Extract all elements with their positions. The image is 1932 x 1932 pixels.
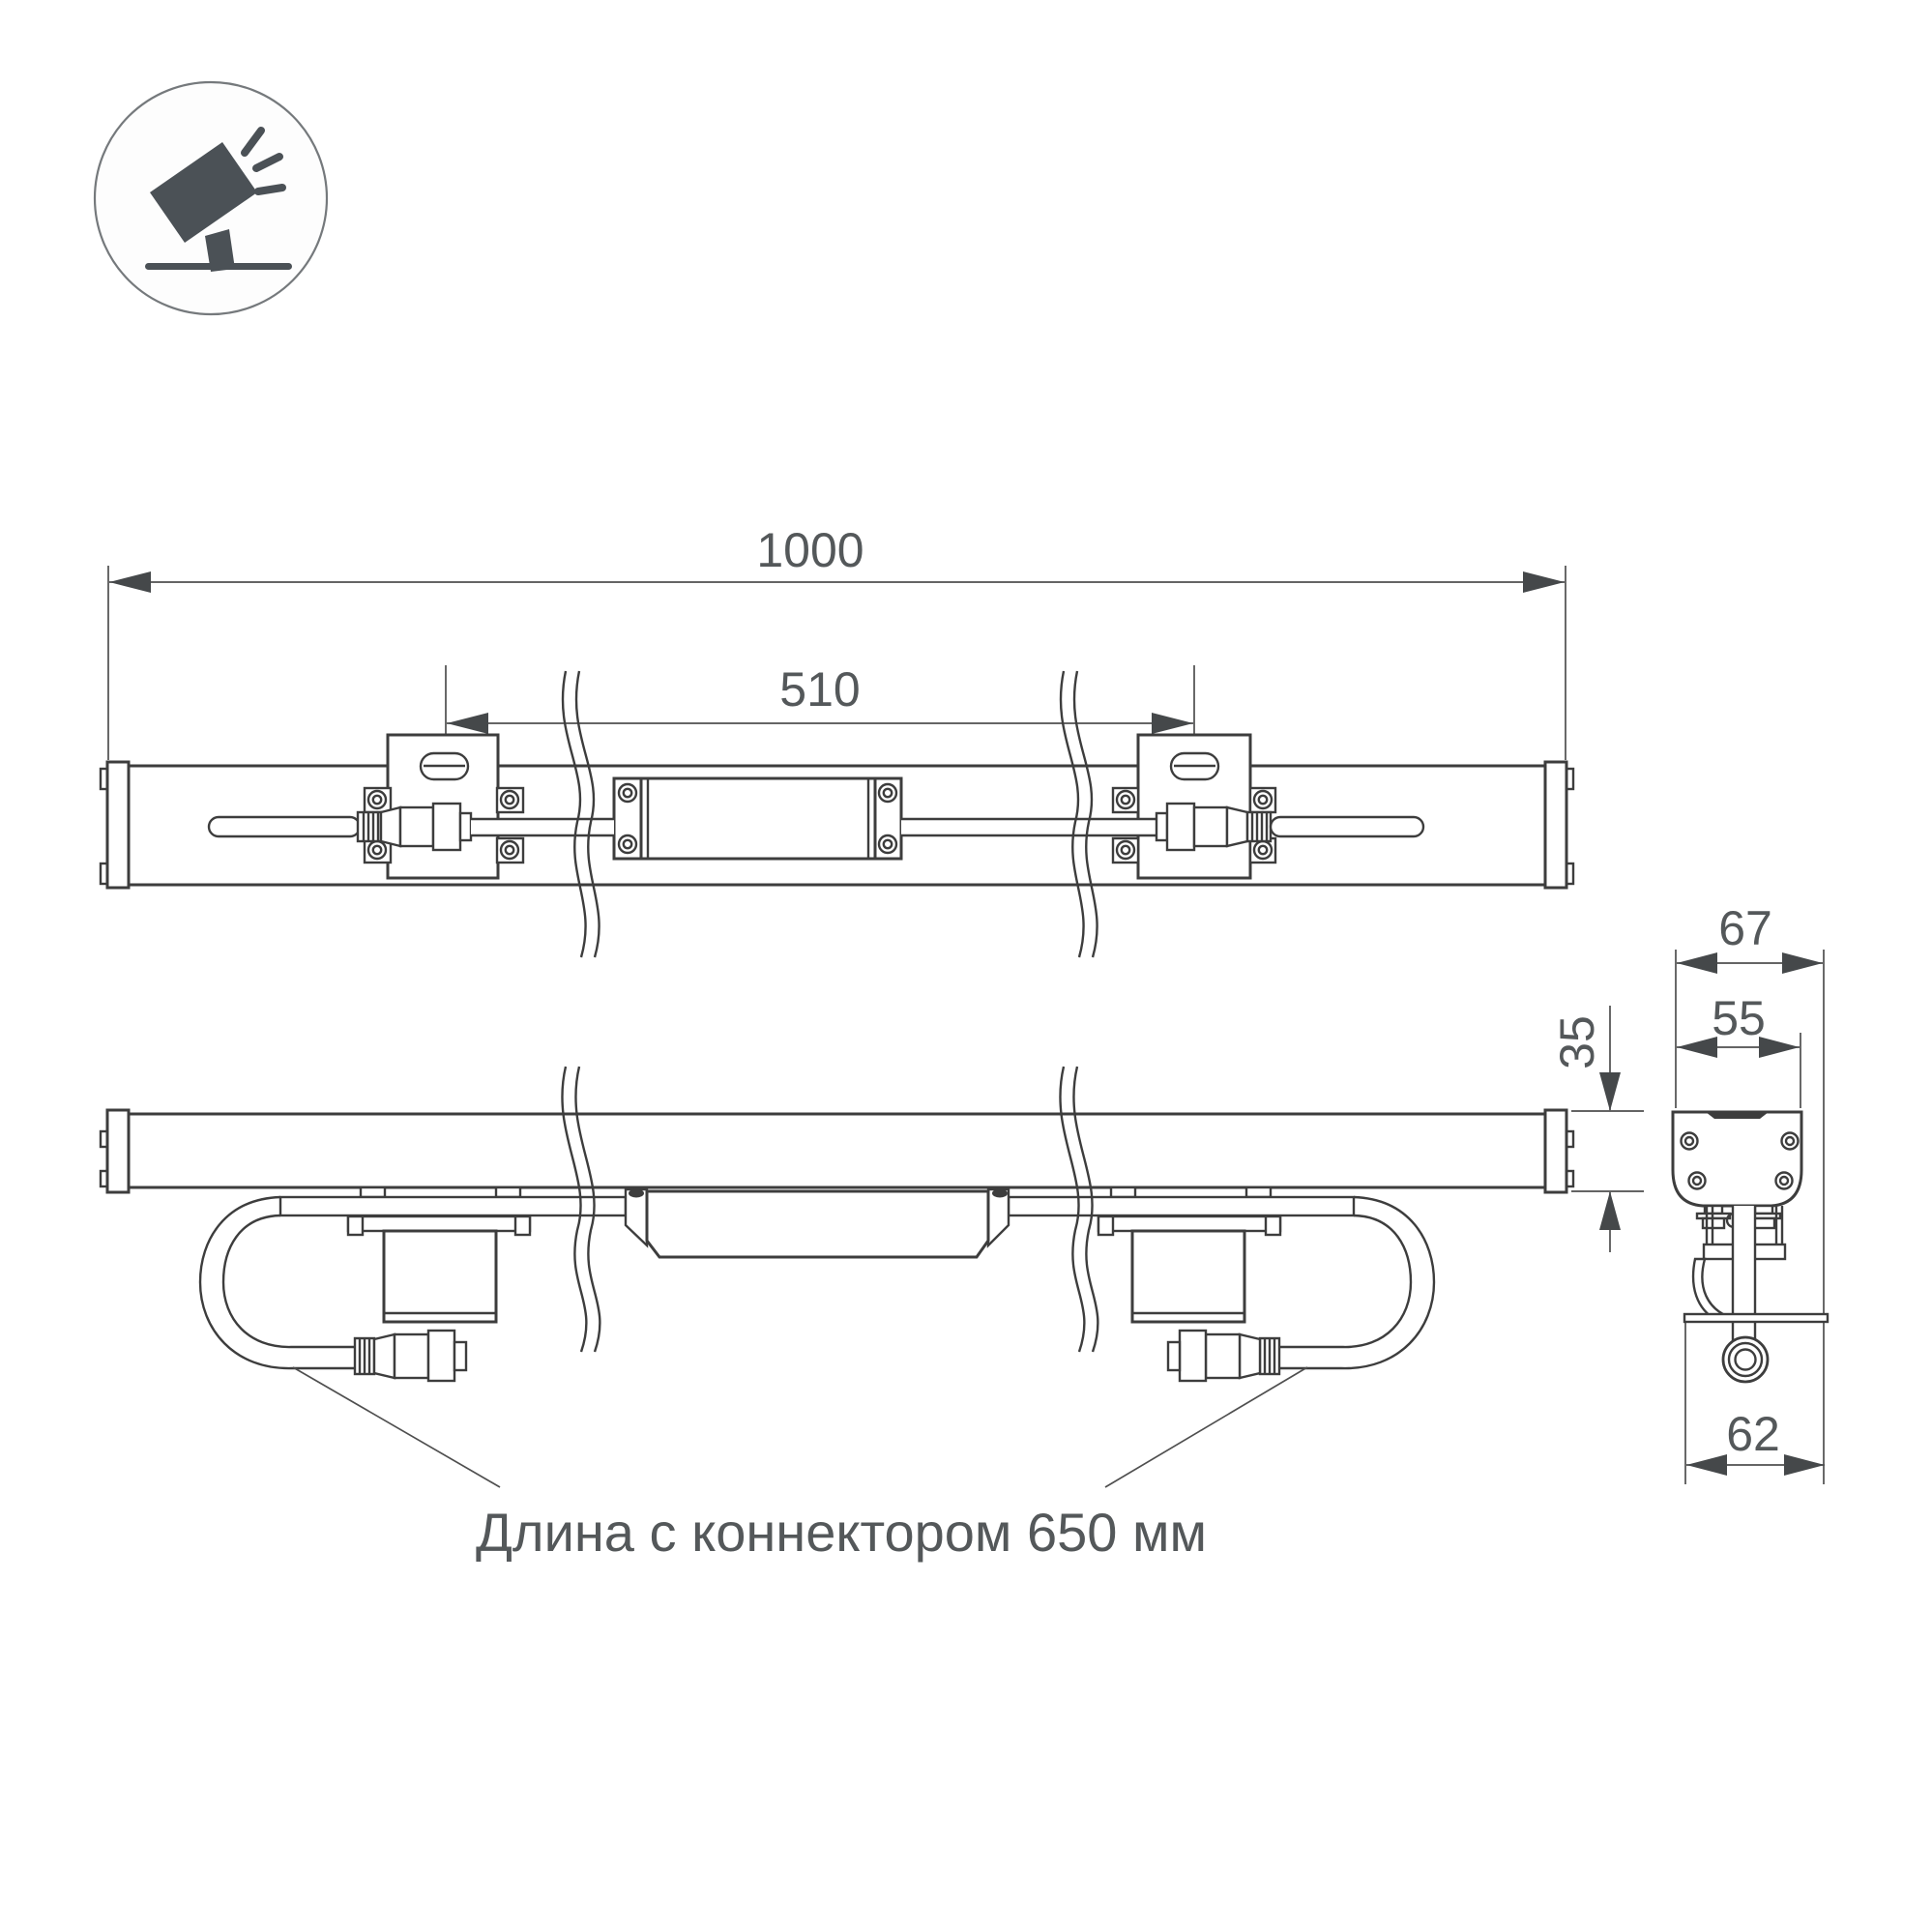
- mount-block: [384, 1231, 496, 1322]
- dimension-510: [446, 662, 1194, 774]
- driver-screw-head: [992, 1189, 1008, 1198]
- leader-lines: [293, 1367, 1307, 1487]
- dim-55-label: 55: [1712, 991, 1766, 1045]
- antenna-rod: [1271, 817, 1423, 836]
- connector-cone: [1240, 1334, 1260, 1378]
- arrowhead-right: [1782, 952, 1823, 974]
- connector-barrel: [395, 1334, 428, 1378]
- icon-ground-line: [145, 263, 292, 270]
- left-end-cap: [107, 1110, 129, 1192]
- connector-barrel: [1194, 807, 1227, 846]
- connector-nut: [428, 1331, 454, 1381]
- arrowhead-right: [1152, 713, 1193, 734]
- arrowhead-right: [1523, 571, 1565, 593]
- arrowhead-down: [1599, 1072, 1621, 1111]
- arrowhead-left: [447, 713, 488, 734]
- nut: [1753, 1218, 1774, 1228]
- connector-barrel: [400, 807, 433, 846]
- dimension-67: [1677, 901, 1823, 974]
- driver-ear-right: [988, 1189, 1009, 1245]
- arrowhead-right: [1784, 1454, 1825, 1476]
- bar-body: [129, 1114, 1545, 1187]
- floodlight-icon: [95, 82, 327, 314]
- driver-body: [647, 1191, 988, 1257]
- mount-plate: [348, 1216, 530, 1231]
- right-end-cap: [1545, 1110, 1566, 1192]
- driver-box-front: [626, 1189, 1009, 1258]
- base-plate: [1684, 1314, 1828, 1322]
- left-end-cap: [107, 762, 129, 888]
- profile-bracket: [1684, 1206, 1828, 1382]
- mount-rail-left: [280, 1197, 626, 1215]
- dim-510-label: 510: [779, 662, 861, 717]
- connector-cone: [1227, 807, 1247, 846]
- dim-62-label: 62: [1726, 1407, 1780, 1461]
- right-mount-front: [1098, 1216, 1280, 1322]
- front-view: [101, 1067, 1573, 1487]
- side-view: [1673, 901, 1828, 1484]
- mount-block: [1132, 1231, 1244, 1322]
- connector-nut: [1167, 804, 1194, 850]
- connector-nut: [1180, 1331, 1206, 1381]
- dimension-55: [1677, 991, 1800, 1058]
- arrowhead-left: [1686, 1454, 1727, 1476]
- antenna-rod: [209, 817, 360, 836]
- fixture-profile: [1673, 1112, 1801, 1206]
- driver-box-top: [614, 778, 901, 859]
- connector-cone: [374, 1334, 395, 1378]
- dimension-1000: [108, 523, 1566, 760]
- lens-slot: [1706, 1112, 1769, 1119]
- mount-rail-right: [1009, 1197, 1354, 1215]
- connector-nut: [433, 804, 460, 850]
- profile-body: [1673, 1112, 1801, 1206]
- connector-tail: [1168, 1342, 1180, 1370]
- left-mount-front: [348, 1216, 530, 1322]
- mount-plate: [1098, 1216, 1280, 1231]
- dim-35-label: 35: [1550, 1015, 1604, 1069]
- dimension-62: [1686, 1407, 1825, 1476]
- connector-barrel: [1206, 1334, 1240, 1378]
- right-end-cap: [1545, 762, 1566, 888]
- dim-1000-label: 1000: [756, 523, 864, 577]
- arrowhead-left: [109, 571, 151, 593]
- connector-tail: [454, 1342, 466, 1370]
- driver-screw-head: [629, 1189, 644, 1198]
- cable-grommet: [1723, 1337, 1768, 1382]
- dim-67-label: 67: [1718, 901, 1772, 955]
- note-label: Длина с коннектором 650 мм: [476, 1502, 1207, 1563]
- connector-tail: [1156, 813, 1167, 840]
- connector-cone: [381, 807, 400, 846]
- arrowhead-left: [1677, 952, 1717, 974]
- arrowhead-up: [1599, 1191, 1621, 1230]
- connector-tail: [460, 813, 471, 840]
- driver-ear-left: [626, 1189, 647, 1245]
- support-brace: [1693, 1259, 1729, 1320]
